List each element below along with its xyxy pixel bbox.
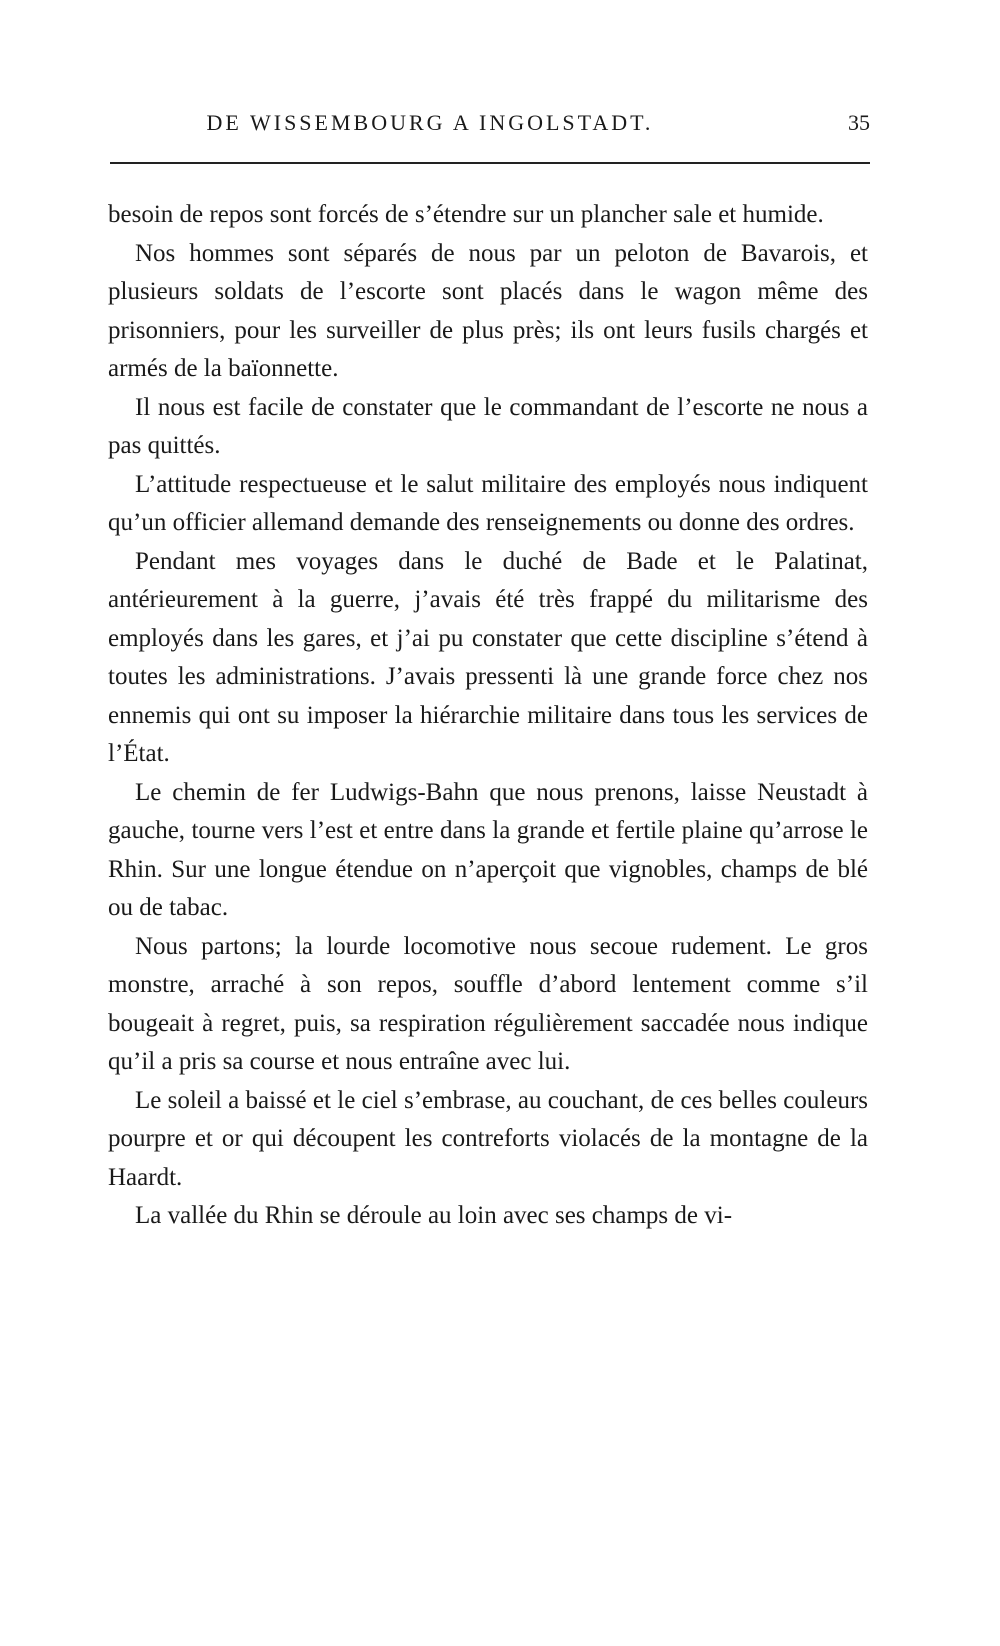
paragraph: Pendant mes voyages dans le duché de Bade et le Palatinat, antérieurement à la guerre, j’avais été très frappé du militarisme des employés dans les gares, et j’ai pu constater que cette discipline s’étend à toutes les administrations. J’avais pressenti là une grande force chez nos ennemis qui ont su imposer la hiérarchie militaire dans tous les services de l’État. (108, 547, 868, 767)
paragraph: Nos hommes sont séparés de nous par un peloton de Bavarois, et plusieurs soldats de l’escorte sont placés dans le wagon même des prisonniers, pour les surveiller de plus près; ils ont leurs fusils chargés et armés de la baïonnette. (108, 239, 868, 382)
body-text (108, 196, 868, 1236)
page-number: 35 (848, 110, 870, 135)
paragraph: Nous partons; la lourde locomotive nous secoue rudement. Le gros monstre, arraché à son repos, souffle d’abord lentement comme s’il bougeait à regret, puis, sa respiration régulièrement saccadée nous indique qu’il a pris sa course et nous entraîne avec lui. (108, 932, 868, 1075)
paragraph: L’attitude respectueuse et le salut militaire des employés nous indiquent qu’un officier allemand demande des renseignements ou donne des ordres. (108, 470, 868, 536)
page-header (110, 110, 870, 142)
paragraph: La vallée du Rhin se déroule au loin avec ses champs de vi- (135, 1202, 733, 1229)
paragraph: Le soleil a baissé et le ciel s’embrase, au couchant, de ces belles couleurs pourpre et or qui découpent les contreforts violacés de la montagne de la Haardt. (108, 1086, 868, 1191)
paragraph: Le chemin de fer Ludwigs-Bahn que nous prenons, laisse Neustadt à gauche, tourne vers l’est et entre dans la grande et fertile plaine qu’arrose le Rhin. Sur une longue étendue on n’aperçoit que vignobles, champs de blé ou de tabac. (108, 778, 868, 921)
paragraph: Il nous est facile de constater que le commandant de l’escorte ne nous a pas quittés. (108, 393, 868, 459)
running-title: DE WISSEMBOURG A INGOLSTADT. (206, 110, 654, 135)
header-rule (110, 162, 870, 164)
paragraph: besoin de repos sont forcés de s’étendre sur un plancher sale et humide. (108, 201, 824, 228)
